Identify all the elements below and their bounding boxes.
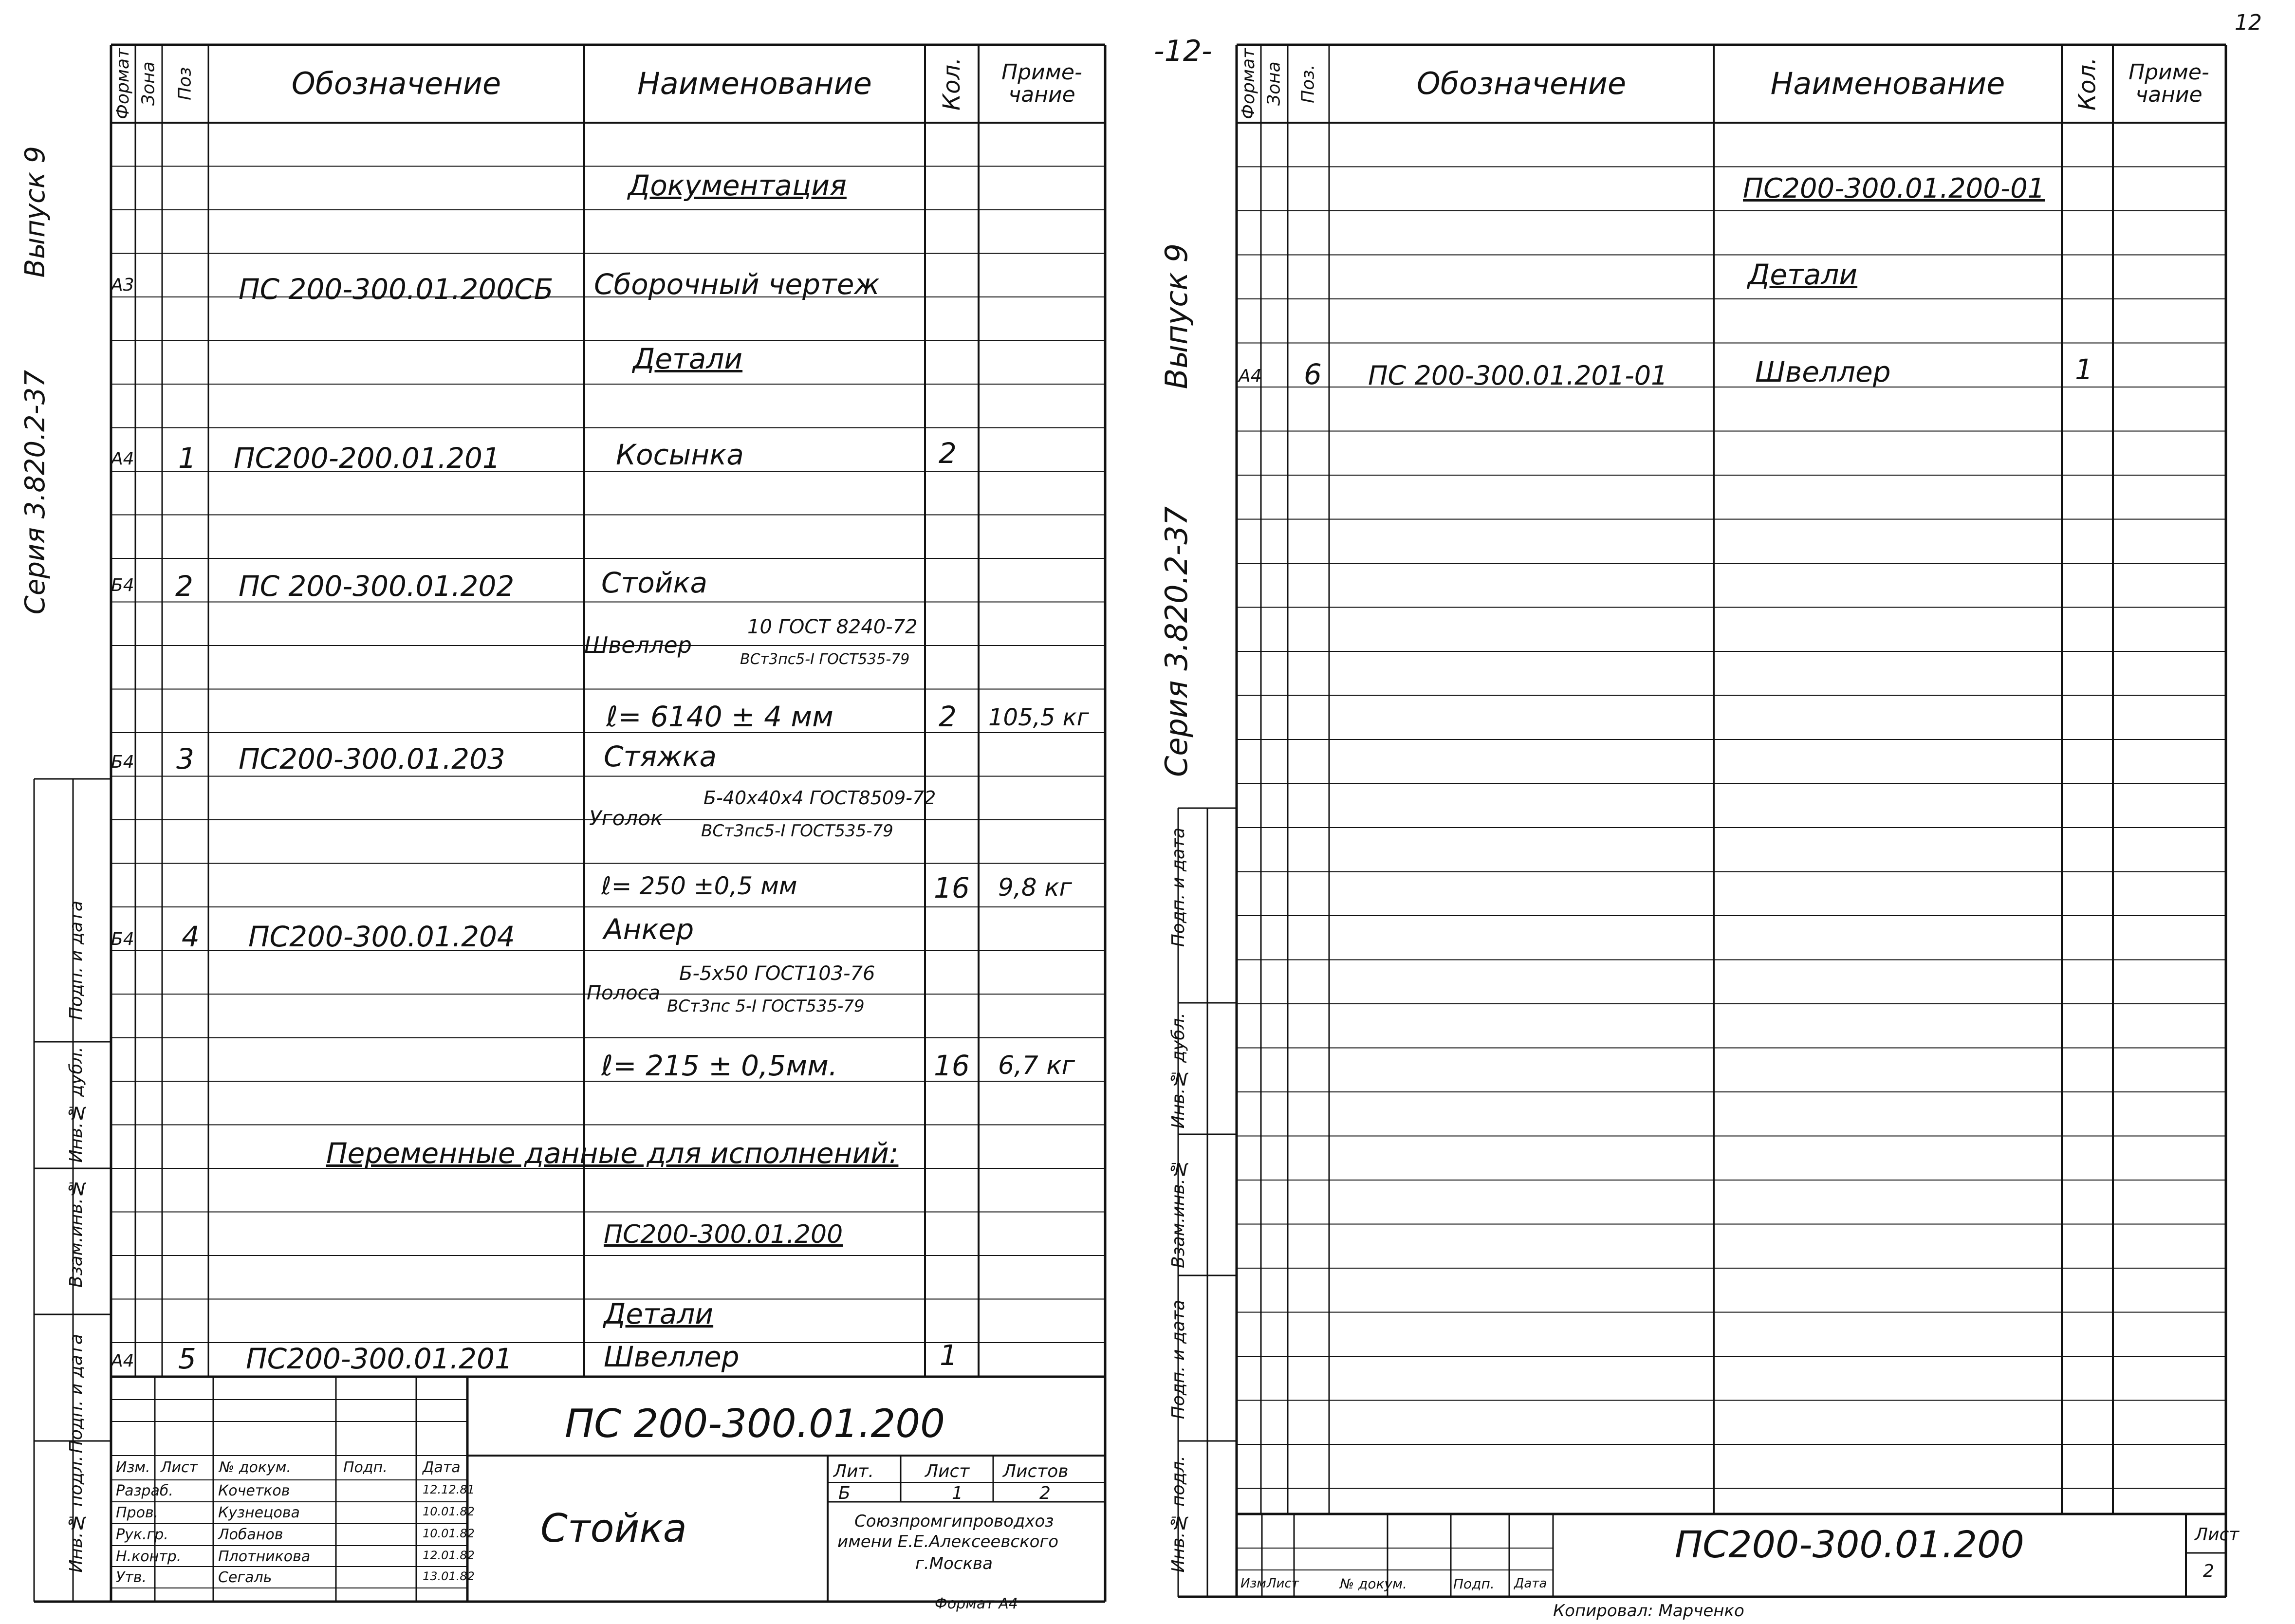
left-row-17-designation: ПС200-300.01.201 bbox=[246, 1342, 513, 1375]
left-tb-doc-name: Стойка bbox=[540, 1506, 687, 1551]
left-row-4-name: Косынка bbox=[616, 438, 744, 471]
left-row-2-designation: ПС 200-300.01.200СБ bbox=[239, 273, 554, 306]
left-row-17-qty: 1 bbox=[940, 1339, 958, 1372]
left-row-15-name: ПС200-300.01.200 bbox=[604, 1220, 843, 1249]
left-tb-name-1: Кочетков bbox=[218, 1482, 290, 1499]
left-tb-doc-number: ПС 200-300.01.200 bbox=[565, 1401, 945, 1446]
right-row-3-designation: ПС 200-300.01.201-01 bbox=[1368, 360, 1668, 391]
left-tb-date-4: 12.01.82 bbox=[423, 1549, 475, 1562]
right-row-3-qty: 1 bbox=[2075, 353, 2093, 386]
left-header-pos: Поз bbox=[175, 67, 195, 101]
left-row-4-format: А4 bbox=[111, 449, 134, 469]
right-header-name: Наименование bbox=[1770, 66, 2005, 101]
left-side-issue: Выпуск 9 bbox=[19, 146, 51, 278]
left-row-8-format: Б4 bbox=[111, 752, 134, 772]
right-header-pos: Поз. bbox=[1298, 64, 1318, 103]
right-header-zone: Зона bbox=[1264, 61, 1284, 106]
left-stamp-label-5: Подп. и дата bbox=[66, 901, 86, 1020]
right-stamp-label-4: Инв.№ дубл. bbox=[1168, 1013, 1188, 1129]
left-row-11-format: Б4 bbox=[111, 929, 134, 949]
left-tb-col-izm: Изм. bbox=[116, 1459, 150, 1476]
left-row-13-qty: 16 bbox=[934, 1049, 970, 1082]
left-row-17-name: Швеллер bbox=[604, 1340, 740, 1373]
right-tb-col-izm: Изм bbox=[1240, 1576, 1266, 1591]
left-row-6-bottom: ВСт3пс5-I ГОСТ535-79 bbox=[740, 651, 910, 668]
left-row-10-note: 9,8 кг bbox=[998, 873, 1072, 902]
left-row-7-name: ℓ= 6140 ± 4 мм bbox=[606, 700, 833, 733]
left-tb-col-list: Лист bbox=[161, 1459, 198, 1476]
left-tb-role-1: Разраб. bbox=[116, 1482, 173, 1499]
left-row-5-format: Б4 bbox=[111, 575, 134, 595]
left-row-6-prefix: Швеллер bbox=[584, 632, 692, 658]
right-row-2-name: Детали bbox=[1748, 258, 1858, 291]
left-row-6-top: 10 ГОСТ 8240-72 bbox=[747, 616, 918, 638]
right-stamp-label-1: Инв.№ подл. bbox=[1168, 1456, 1188, 1573]
left-stamp-label-3: Взам.инв.№ bbox=[66, 1178, 86, 1288]
left-row-7-note: 105,5 кг bbox=[988, 704, 1089, 731]
left-tb-name-4: Плотникова bbox=[218, 1548, 311, 1565]
left-tb-format: Формат А4 bbox=[935, 1595, 1018, 1612]
left-row-4-qty: 2 bbox=[939, 437, 957, 470]
left-row-12-top: Б-5х50 ГОСТ103-76 bbox=[679, 962, 875, 985]
left-header-designation: Обозначение bbox=[291, 66, 501, 101]
right-copied-by: Копировал: Марченко bbox=[1553, 1601, 1744, 1621]
right-row-3-format: А4 bbox=[1239, 366, 1262, 386]
left-row-7-qty: 2 bbox=[939, 700, 957, 733]
left-tb-org-3: г.Москва bbox=[915, 1554, 993, 1573]
left-row-17-pos: 5 bbox=[178, 1342, 196, 1375]
left-row-12-prefix: Полоса bbox=[587, 982, 661, 1004]
right-side-issue: Выпуск 9 bbox=[1159, 243, 1194, 389]
left-tb-date-1: 12.12.81 bbox=[423, 1483, 475, 1496]
right-row-3-name: Швеллер bbox=[1755, 355, 1891, 388]
left-stamp-label-4: Инв.№ дубл. bbox=[66, 1047, 86, 1163]
right-tb-col-doc: № докум. bbox=[1340, 1576, 1407, 1592]
left-row-8-name: Стяжка bbox=[604, 740, 717, 773]
left-tb-sheets-value: 2 bbox=[1039, 1483, 1051, 1503]
right-tb-col-list: Лист bbox=[1267, 1576, 1299, 1591]
left-tb-role-4: Н.контр. bbox=[116, 1548, 182, 1565]
left-row-2-format: А3 bbox=[111, 275, 134, 295]
left-row-13-note: 6,7 кг bbox=[998, 1051, 1075, 1080]
right-page-number: -12- bbox=[1154, 34, 1212, 68]
left-side-title: Серия 3.820.2-37 bbox=[19, 370, 51, 615]
left-tb-date-5: 13.01.82 bbox=[423, 1569, 475, 1583]
right-sheet bbox=[1139, 0, 2295, 1624]
left-table-grid bbox=[0, 0, 1139, 1624]
right-tb-sheet-label: Лист bbox=[2195, 1525, 2239, 1545]
left-tb-lit-label: Лит. bbox=[833, 1461, 874, 1481]
left-row-2-name: Сборочный чертеж bbox=[594, 268, 880, 301]
left-header-note: Приме- чание bbox=[1001, 59, 1082, 107]
left-row-12-bottom: ВСт3пс 5-I ГОСТ535-79 bbox=[667, 997, 865, 1016]
left-tb-col-date: Дата bbox=[423, 1459, 461, 1476]
left-stamp-label-1: Инв.№ подл. bbox=[66, 1456, 86, 1573]
left-header-qty: Кол. bbox=[938, 57, 965, 111]
left-tb-sheet-value: 1 bbox=[952, 1483, 963, 1503]
left-header-zone: Зона bbox=[138, 61, 159, 106]
left-tb-sheet-label: Лист bbox=[925, 1461, 970, 1481]
left-row-17-format: А4 bbox=[111, 1351, 134, 1371]
right-stamp-label-2: Подп. и дата bbox=[1168, 1300, 1188, 1420]
left-row-5-designation: ПС 200-300.01.202 bbox=[239, 570, 515, 603]
left-tb-col-doc: № докум. bbox=[219, 1459, 291, 1476]
right-header-note: Приме- чание bbox=[2128, 59, 2209, 107]
left-tb-role-2: Пров. bbox=[116, 1504, 159, 1521]
left-header-format: Формат bbox=[113, 48, 133, 120]
left-variable-data-heading: Переменные данные для исполнений: bbox=[326, 1137, 899, 1170]
left-row-4-pos: 1 bbox=[178, 442, 196, 475]
right-stamp-label-3: Взам.инв.№ bbox=[1168, 1159, 1188, 1269]
left-tb-col-sign: Подп. bbox=[343, 1459, 388, 1476]
left-row-11-pos: 4 bbox=[182, 920, 200, 953]
right-tb-col-date: Дата bbox=[1514, 1576, 1547, 1591]
left-header-name: Наименование bbox=[637, 66, 872, 101]
left-row-10-name: ℓ= 250 ±0,5 мм bbox=[601, 872, 797, 900]
right-corner-number: 12 bbox=[2235, 10, 2262, 35]
left-tb-lit-value: Б bbox=[838, 1483, 851, 1503]
right-stamp-label-5: Подп. и дата bbox=[1168, 828, 1188, 947]
left-tb-name-5: Сегаль bbox=[218, 1569, 272, 1586]
right-row-3-pos: 6 bbox=[1304, 358, 1322, 391]
left-tb-org-1: Союзпромгипроводхоз bbox=[854, 1512, 1054, 1531]
left-tb-date-2: 10.01.82 bbox=[423, 1505, 475, 1518]
left-tb-sheets-label: Листов bbox=[1003, 1461, 1069, 1481]
left-row-10-qty: 16 bbox=[934, 871, 970, 904]
left-row-11-designation: ПС200-300.01.204 bbox=[248, 920, 515, 953]
left-sheet bbox=[0, 0, 1139, 1624]
right-row-1-name: ПС200-300.01.200-01 bbox=[1743, 173, 2045, 204]
left-tb-name-2: Кузнецова bbox=[218, 1504, 300, 1521]
right-tb-doc-number: ПС200-300.01.200 bbox=[1675, 1523, 2024, 1566]
left-row-documentation: Документация bbox=[628, 169, 847, 202]
left-row-9-bottom: ВСт3пс5-I ГОСТ535-79 bbox=[701, 821, 893, 841]
right-header-designation: Обозначение bbox=[1416, 66, 1627, 101]
right-table-grid bbox=[1139, 0, 2295, 1624]
left-row-11-name: Анкер bbox=[604, 913, 694, 946]
left-row-details: Детали bbox=[633, 342, 743, 375]
right-tb-sheet-value: 2 bbox=[2203, 1561, 2214, 1581]
left-row-8-designation: ПС200-300.01.203 bbox=[239, 742, 505, 775]
right-header-format: Формат bbox=[1239, 48, 1259, 120]
left-row-16-name: Детали bbox=[604, 1297, 714, 1330]
left-row-4-designation: ПС200-200.01.201 bbox=[234, 442, 500, 475]
right-tb-col-sign: Подп. bbox=[1453, 1576, 1495, 1592]
left-tb-role-5: Утв. bbox=[116, 1569, 147, 1586]
left-row-13-name: ℓ= 215 ± 0,5мм. bbox=[601, 1049, 838, 1082]
left-tb-date-3: 10.01.82 bbox=[423, 1527, 475, 1540]
right-header-qty: Кол. bbox=[2073, 57, 2101, 111]
right-side-title: Серия 3.820.2-37 bbox=[1159, 506, 1194, 777]
left-tb-org-2: имени Е.Е.Алексеевского bbox=[837, 1532, 1059, 1551]
left-row-9-prefix: Уголок bbox=[589, 806, 663, 830]
left-row-8-pos: 3 bbox=[176, 742, 194, 775]
left-stamp-label-2: Подп. и дата bbox=[66, 1334, 86, 1454]
left-tb-name-3: Лобанов bbox=[218, 1526, 283, 1543]
left-row-9-top: Б-40х40х4 ГОСТ8509-72 bbox=[703, 787, 936, 809]
left-row-5-pos: 2 bbox=[175, 570, 193, 603]
left-row-5-name: Стойка bbox=[601, 566, 708, 599]
left-tb-role-3: Рук.гр. bbox=[116, 1526, 168, 1543]
